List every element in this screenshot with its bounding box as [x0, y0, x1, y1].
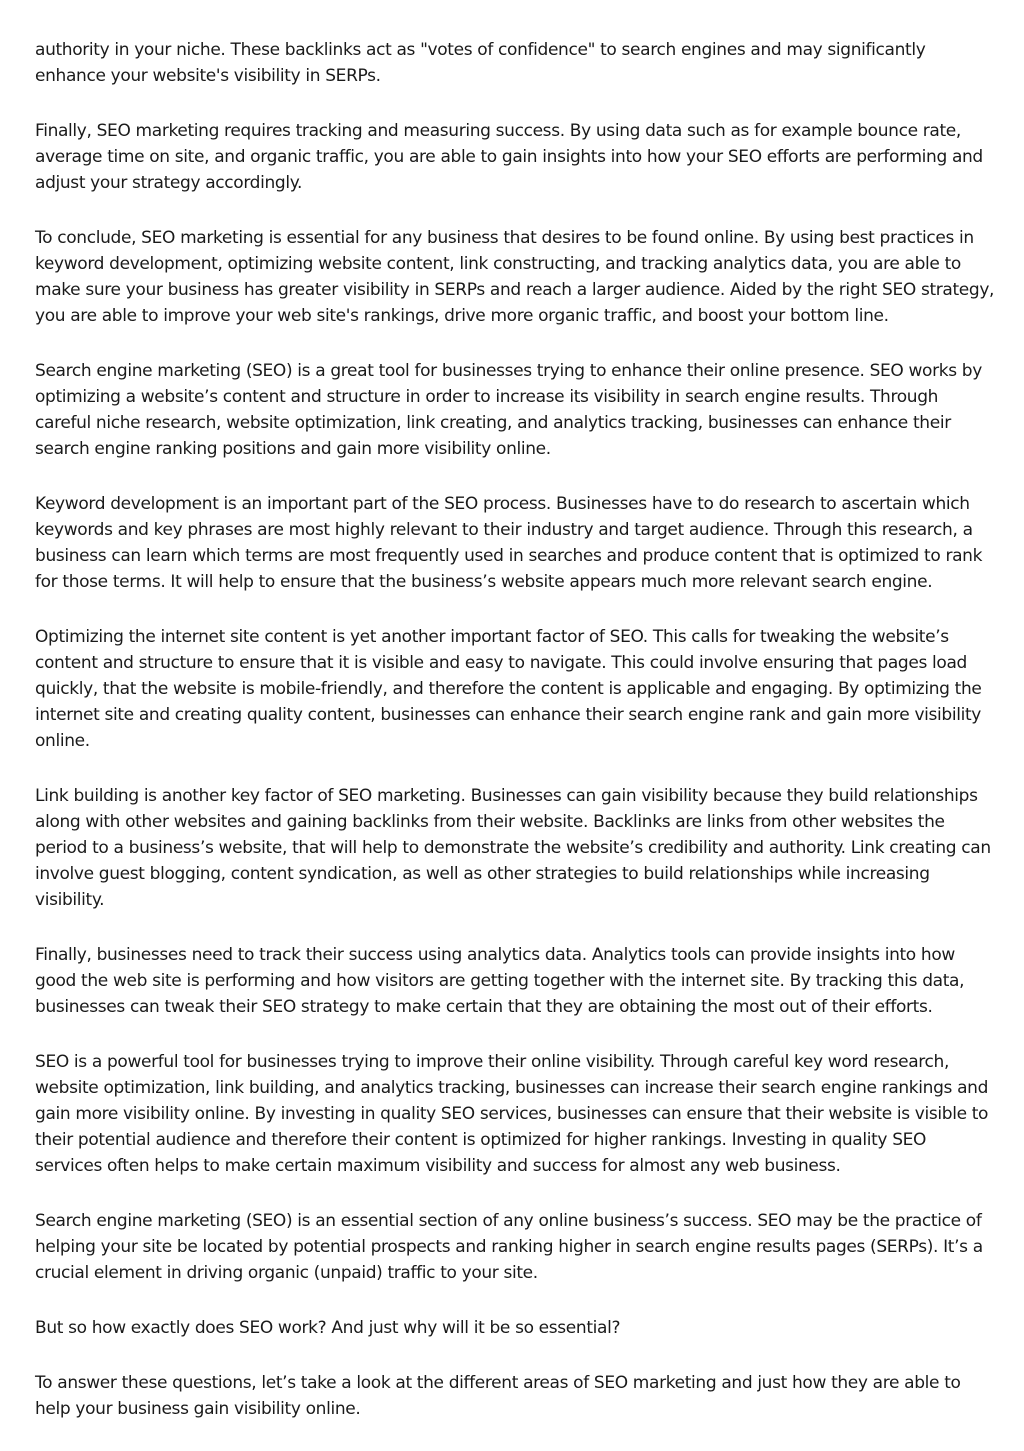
- paragraph-6: Optimizing the internet site content is yet another important factor of SEO. This calls for tweaking the website’s content and structure to ensure that it is visible and easy to navigate. This could involve ensuring that pages load quickly, that the website is mobile-friendly, and therefore the content is applicable and engaging. By optimizing the internet site and creating quality content, businesses can enhance their search engine rank and gain more visibility online.: [35, 627, 982, 751]
- paragraph-8: Finally, businesses need to track their success using analytics data. Analytics tools can provide insights into how good the web site is performing and how visitors are getting together with the internet site. By tracking this data, businesses can tweak their SEO strategy to make certain that they are obtaining the most out of their efforts.: [35, 945, 965, 1017]
- paragraph-10: Search engine marketing (SEO) is an essential section of any online business’s success. SEO may be the practice of helping your site be located by potential prospects and ranking higher in search engine results pages (SERPs). It’s a crucial element in driving organic (unpaid) traffic to your site.: [35, 1211, 983, 1283]
- paragraph-5: Keyword development is an important part of the SEO process. Businesses have to do research to ascertain which keywords and key phrases are most highly relevant to their industry and target audience. Through this research, a business can learn which terms are most frequently used in searches and produce content that is optimized to rank for those terms. It will help to ensure that the business’s website appears much more relevant search engine.: [35, 494, 983, 592]
- paragraph-3: To conclude, SEO marketing is essential for any business that desires to be found online. By using best practices in keyword development, optimizing website content, link constructing, and tracking analytics data, you are able to make sure your business has greater visibility in SERPs and reach a larger audience. Aided by the right SEO strategy, you are able to improve your web site's rankings, drive more organic traffic, and boost your bottom line.: [35, 228, 995, 326]
- paragraph-12: To answer these questions, let’s take a look at the different areas of SEO marketing and just how they are able to help your business gain visibility online.: [35, 1373, 961, 1419]
- paragraph-2: Finally, SEO marketing requires tracking and measuring success. By using data such as for example bounce rate, average time on site, and organic traffic, you are able to gain insights into how your SEO efforts are performing and adjust your strategy accordingly.: [35, 121, 983, 193]
- paragraph-11: But so how exactly does SEO work? And just why will it be so essential?: [35, 1318, 621, 1338]
- paragraph-7: Link building is another key factor of SEO marketing. Businesses can gain visibility because they build relationships along with other websites and gaining backlinks from their website. Backlinks are links from other websites the period to a business’s website, that will help to demonstrate the website’s credibility and authority. Link creating can involve guest blogging, content syndication, as well as other strategies to build relationships while increasing visibility.: [35, 786, 991, 910]
- paragraph-9: SEO is a powerful tool for businesses trying to improve their online visibility. Through careful key word research, website optimization, link building, and analytics tracking, businesses can increase their search engine rankings and gain more visibility online. By investing in quality SEO services, businesses can ensure that their website is visible to their potential audience and therefore their content is optimized for higher rankings. Investing in quality SEO services often helps to make certain maximum visibility and success for almost any web business.: [35, 1052, 989, 1176]
- document-body: [35, 37, 995, 1451]
- paragraph-1: authority in your niche. These backlinks act as "votes of confidence" to search engines and may significantly enhance your website's visibility in SERPs.: [35, 40, 926, 86]
- paragraph-4: Search engine marketing (SEO) is a great tool for businesses trying to enhance their online presence. SEO works by optimizing a website’s content and structure in order to increase its visibility in search engine results. Through careful niche research, website optimization, link creating, and analytics tracking, businesses can enhance their search engine ranking positions and gain more visibility online.: [35, 361, 982, 459]
